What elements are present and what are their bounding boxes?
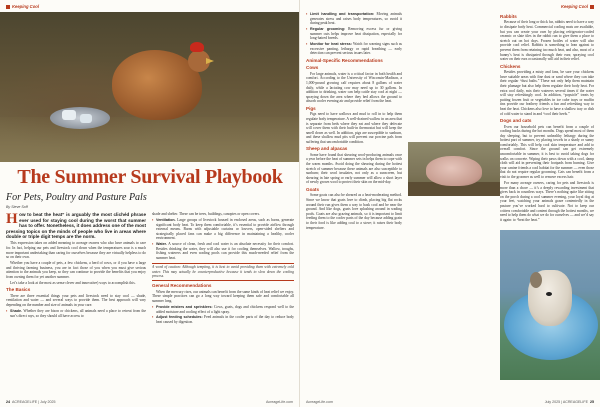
body-paragraph: Some goats can also be sheared as a heat-moderating method. Since we know that goats love to climb, placing big flat rocks around their run gives them a way to bask cool and be near the ground. And like dogs, goats love splashing around in wading pools. Goats are also grazing animals, so it is important to limit feeding them to the cooler parts of the day because adding grain to their food is like adding coal to a stove; it raises their body temperature.: [306, 193, 402, 230]
left-column-1: [6, 212, 146, 394]
magazine-name: ACREAGELIFE: [12, 400, 38, 404]
running-head-text: Keeping Cool: [12, 4, 39, 9]
photo-pig-wallow: [408, 142, 500, 196]
section-heading-basics: The Basics: [6, 287, 31, 293]
body-paragraph: Even our household pets can benefit from a couple of cooling hacks during the hot months. Dogs spend most of them day sleeping, but to prevent unhealthy lethargy during the hottest part of summer, try placing towels in a shady or sunny comfortably. This will help cool skin temperature and add to overall comfort. Since the ground can get extremely uncomfortable in summer, it is best to avoid taking dogs for walks on concrete. Wiping their paws down with a cool, damp cloth will aid in preventing their footpads from burning. Give your canine friends a cool habitat for the summer — even those that do not require regular grooming. Cats can benefit from a visit to the groomer as well to remove excess hair.: [500, 124, 594, 180]
folio: 24 ACREAGELIFE | July 2025: [6, 400, 56, 404]
photo-chicken-comb: [190, 42, 204, 52]
page-number: 24: [6, 400, 10, 404]
running-head-text: Keeping Cool: [561, 4, 588, 9]
list-item-text: Large groups of livestock housed in enclosed areas, such as barns, generate significant body heat. To keep them comfortable, it’s essential to provide airflow through external means. Barns with adjustable curtains or louvers, open-sided shelters and strategically placed fans can make a big difference in maintaining a healthy, cooler environment.: [156, 217, 294, 241]
list-item-term: Adjust feeding schedules:: [156, 315, 203, 320]
lead-text: ow to beat the heat” is arguably the most clichéd phrase ever used for staying cool during the worst that summer has to offer. Nonetheless, it does address one of the most pressing topics on the minds of people who live in areas where double or triple digit temps are the norm.: [6, 212, 146, 240]
photo-pig: [426, 156, 482, 186]
body-paragraph: Some have found that shearing wool-producing animals once a year before the heat of summer sets in helps them to cope with the warm months. Avoid doing the shearing during the hottest stretch of summer because these animals are also susceptible to sunburn; their wool insulates, not only as a sunscreen, but shearing in late spring or early summer will allow a short layer of newly grown wool to protect their skin on the mid-day.: [306, 152, 402, 185]
website-url: AcreageLife.com: [306, 400, 333, 404]
caution-note: A word of caution: Although tempting, it is best to avoid providing them with extremely cold water. This may actually be counterproductive because it tends to slow down the cooling process.: [152, 263, 294, 282]
photo-dog-ear: [530, 272, 542, 288]
right-page: [300, 0, 600, 407]
folio: July 2025 | ACREAGELIFE 25: [544, 400, 594, 404]
list-item-text: Whether they are bison or chickens, all animals need a place to retreat from the sun’s direct rays, so they should all have access to: [10, 309, 146, 318]
lead-paragraph: [6, 212, 146, 240]
running-head-left: [6, 4, 39, 9]
list-item-text: A source of clean, fresh and cool water is an absolute necessity for their comfort. Besides drinking the water, they will also use it for cooling themselves. Wallow, troughs, fishing waterers and even wading pools can provide this much-needed relief from the summer heat.: [156, 242, 294, 261]
photo-grass: [0, 117, 300, 162]
subheading-pigs: Pigs: [306, 105, 316, 111]
body-paragraph: shade and shelter. These can be trees, buildings, canopies or open covers.: [152, 212, 260, 216]
photo-dog-pool: [500, 230, 600, 380]
article-title: The Summer Survival Playbook: [17, 166, 283, 188]
list-item: [306, 27, 402, 41]
basics-list: [6, 309, 146, 318]
list-item-text: Removing excess fur or giving summer cuts helps improve heat dissipation, especially for long-haired breeds.: [310, 27, 402, 41]
left-column-2: [152, 212, 294, 394]
list-item: [152, 218, 294, 241]
list-item: [152, 305, 294, 314]
general-list-cont: [306, 12, 402, 56]
body-paragraph: When the mercury rises, our animals can benefit from the same kinds of heat relief we enjoy. These simple practices can go a long way toward keeping them safe and comfortable all summer long.: [152, 289, 294, 303]
subheading-sheep: Sheep and alpacas: [306, 146, 348, 152]
footer-left: [6, 400, 293, 404]
photo-ice-cube: [62, 110, 76, 120]
magazine-name: ACREAGELIFE: [562, 400, 588, 404]
right-column-3: [500, 12, 594, 230]
list-item-term: Shade.: [10, 309, 23, 314]
body-paragraph: This expression takes on added meaning to acreage owners who also have animals to care for. In fact, helping our pets and livestock cool down when the temperatures soar is a much more important undertaking than caring for ourselves because they are virtually helpless to do so on their own.: [6, 241, 146, 260]
list-item: [152, 315, 294, 324]
photo-ice-cube: [80, 114, 92, 123]
list-item: [306, 42, 402, 56]
list-item-text: Cows, goats, dogs and chickens respond well to the added moisture and cooling effect of a light spray.: [156, 304, 294, 314]
list-item-text: Watch for warning signs such as excessive panting, lethargy or rapid breathing — early detection can prevent serious issues later.: [310, 42, 402, 56]
footer-right: [306, 400, 594, 404]
section-marker-icon: [6, 5, 10, 9]
section-marker-icon: [590, 5, 594, 9]
subheading-cows: Cows: [306, 65, 319, 71]
list-item-term: Water.: [156, 242, 167, 247]
list-item: [6, 309, 146, 318]
running-head-right: [561, 4, 594, 9]
page-number: 25: [590, 400, 594, 404]
subheading-rabbits: Rabbits: [500, 14, 517, 19]
list-item-term: Regular grooming:: [310, 27, 346, 32]
photo-dog-nose: [546, 292, 552, 296]
list-item-term: Provide misters and sprinklers:: [156, 304, 213, 309]
section-heading-specific: Animal-Specific Recommendations: [306, 57, 383, 63]
issue-date: July 2025: [40, 400, 56, 404]
issue-date: July 2025: [544, 400, 561, 404]
body-paragraph: Pigs need to have wallows and mud to roll in to help them regulate body temperature. A well-drained wallow in an area that is separate from beds where they eat and where they defecate will cover them with their built-in thermostat but will keep the smell down as well. In addition, pigs are susceptible to sunburn, and these shallow mud pits will prevent our porcine pals from suffering that uncomfortable condition.: [306, 112, 402, 144]
list-item-text: Feed animals in the cooler parts of the day to reduce body heat caused by digestion.: [156, 315, 294, 325]
body-paragraph: For many acreage owners, caring for pets and livestock is more than a chore — it’s a deeply rewarding investment that gives back in countless ways. There’s nothing quite like sitting on the porch during a cool summer evening, your loyal dog at your feet, watching your animals graze contentedly in the pasture you’ve worked hard to cultivate. Not to keep our critters comfortable and content through the hottest months, we need to help them do what we do for ourselves — and we’d say it again: to “beat the heat.”: [500, 181, 594, 222]
body-paragraph: For large animals, water is a critical factor in both health and comfort. According to the University of Wisconsin-Madison, a 1,000-pound growing calf requires about 8 gallons of water daily, while a lactating cow may need up to 30 gallons. In addition to drinking, water can help cattle stay cool at night — spraying down the area where they bed allows the ground to absorb cooler evening air and provide relief from the heat.: [306, 71, 402, 104]
drop-cap: H: [6, 212, 18, 227]
body-paragraph: There are three essential things your pets and livestock need to stay cool — shade, ventilation and water — and several ways to provide them. The best approach will vary depending on the number and size of animals in your care.: [6, 293, 146, 308]
section-heading-general: General Recommendations: [152, 283, 212, 289]
subheading-chickens: Chickens: [500, 63, 521, 69]
subheading-dogs: Dogs and cats: [500, 118, 532, 124]
website-url: AcreageLife.com: [266, 400, 293, 404]
body-paragraph: Let’s take a look at the most as sense clever and innovative) ways to accomplish this.: [10, 280, 136, 285]
photo-chicken-beak: [206, 58, 214, 64]
list-item-term: Limit handling and transportation:: [310, 12, 375, 16]
body-paragraph: Because of their long or thick fur, rabbits need to have a way to dissipate body heat. Commercial cooling mats are available, but you can create your own by placing refrigerator-cooled ceramic or slate tiles in the rabbit run to give them a place to stretch out on hot days. Frozen bottles of water will also provide cool relief. Rabbits is something to lean against to prevent them from retaining too much heat, and also, most of a bunny’s heat is dissipated through their ears; spraying cool water on their ears occasionally will aid in their relief.: [500, 20, 594, 62]
list-item-text: Moving animals generates stress and raises body temperatures, so avoid it during peak heat.: [310, 12, 402, 26]
hero-photo-chicken: [0, 12, 300, 162]
subheading-goats: Goats: [306, 187, 320, 193]
right-column-1: [306, 12, 402, 396]
list-item: [152, 242, 294, 260]
article-subtitle: For Pets, Poultry and Pasture Pals: [6, 192, 147, 203]
article-byline: By Steve Soff: [6, 205, 28, 209]
list-item: [306, 12, 402, 26]
list-item-term: Monitor for heat stress:: [310, 42, 352, 47]
body-paragraph: Whether you have a couple of pets, a few chickens, a herd of cows, or if you have a large and thriving farming business, you are in fact those of you when you must give serious attention to the animals you keep, so they can continue to provide the benefits that you enjoy from owning them for yet another summer.: [6, 261, 146, 279]
general-list: [152, 305, 294, 325]
basics-list-cont: [152, 218, 294, 261]
body-paragraph: Besides providing a misty and fans, be sure your chickens have suitable areas with fine dust or sand where they can take their regular “dust baths.” These not only help them maintain their plumage but also help them regulate their body heat. For extra cool daily, mix their waterers several times if the water will stay refreshingly cool. In addition, “popsicle” treats by putting frozen fruit or vegetables in ice cube trays or muffin tins provide our feathery friends a fun and refreshing way to beat the heat. Chickens also love to have a shallow tray or dish of cold water to stand in and “cool their heels.”: [500, 70, 594, 116]
list-item-term: Ventilation.: [156, 217, 176, 222]
